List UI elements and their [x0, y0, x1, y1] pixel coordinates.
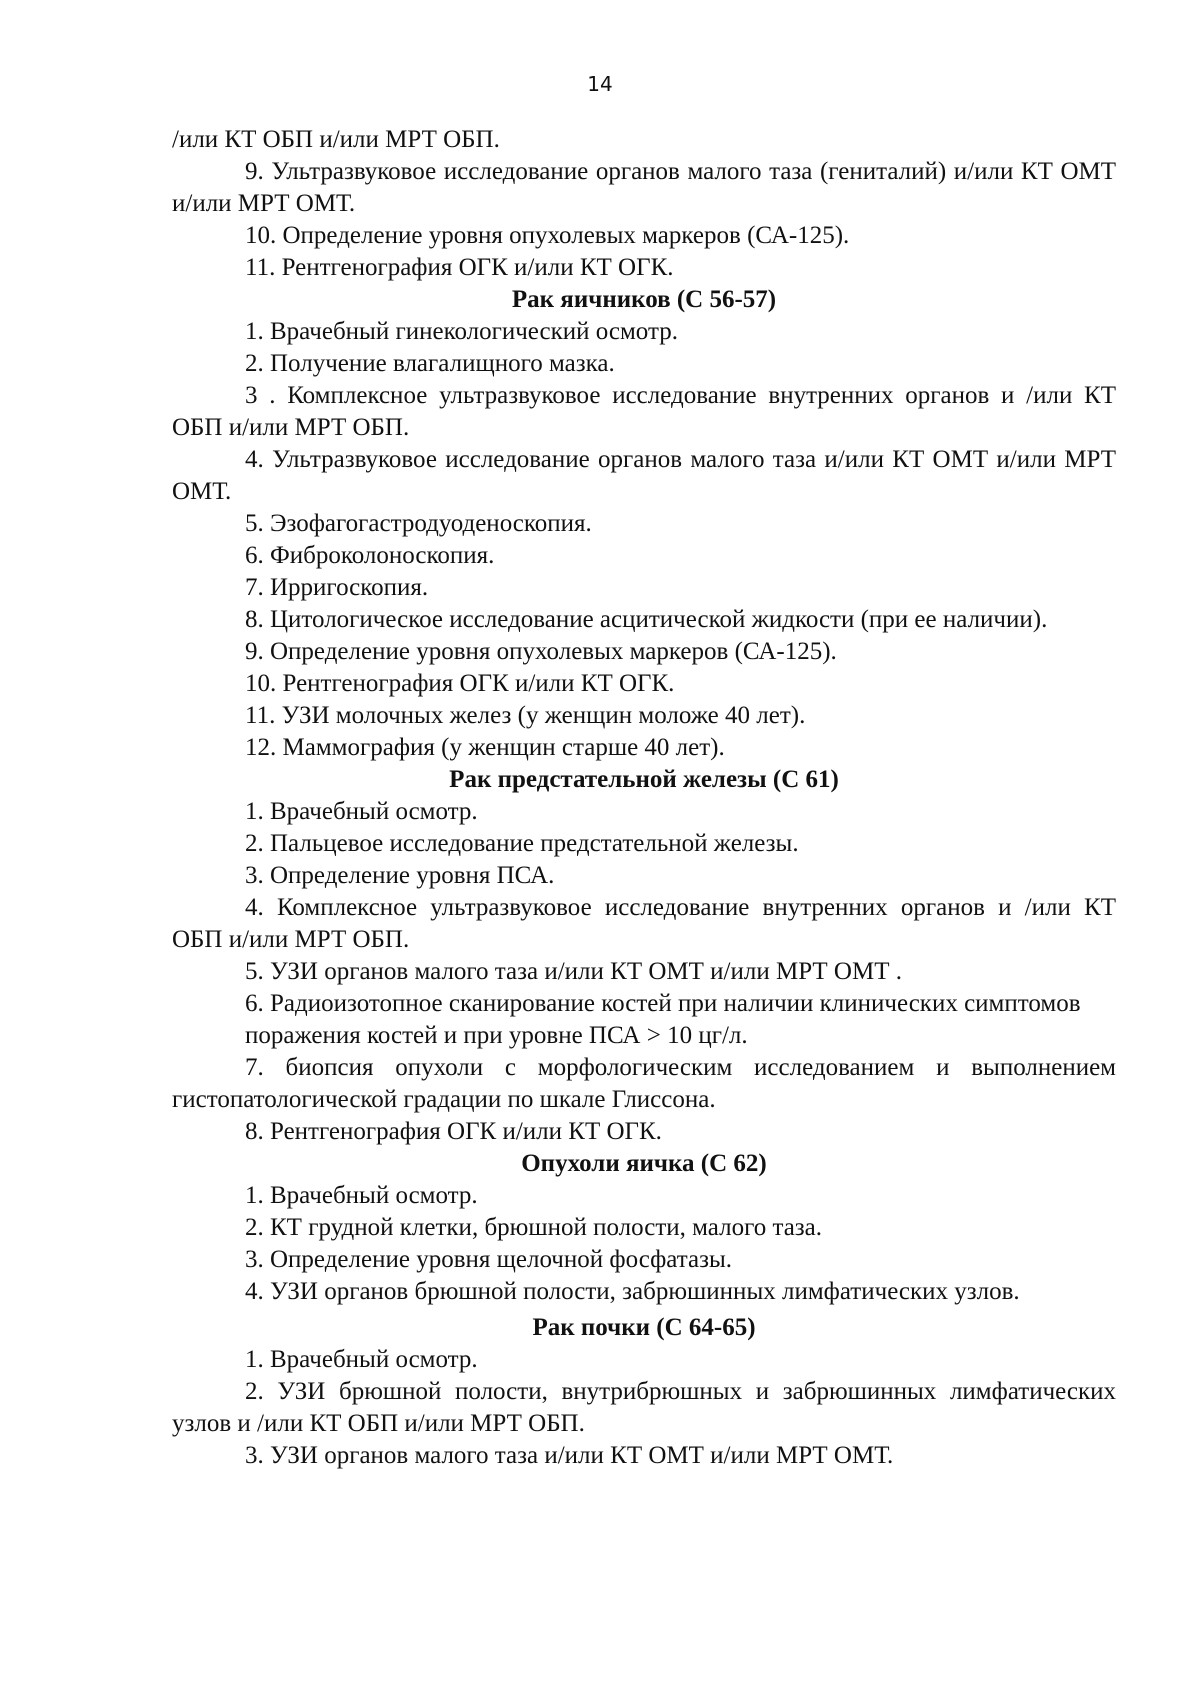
list-item: 1. Врачебный осмотр. [245, 1346, 478, 1373]
list-item: 6. Фиброколоноскопия. [245, 542, 495, 569]
list-item: 10. Рентгенография ОГК и/или КТ ОГК. [245, 670, 675, 697]
section-heading-kidney-cancer: Рак почки (С 64-65) [532, 1314, 756, 1341]
list-item: 4. Ультразвуковое исследование органов малого таза и/или КТ ОМТ и/или МРТ ОМТ. [172, 446, 1116, 505]
list-item: 9. Определение уровня опухолевых маркеров (СА-125). [245, 638, 837, 665]
list-item: 2. КТ грудной клетки, брюшной полости, малого таза. [245, 1214, 823, 1241]
list-item: 4. УЗИ органов брюшной полости, забрюшинных лимфатических узлов. [245, 1278, 1020, 1305]
list-item: 1. Врачебный осмотр. [245, 1182, 478, 1209]
section-heading-prostate-cancer: Рак предстательной железы (С 61) [449, 766, 839, 793]
list-item: 2. Получение влагалищного мазка. [245, 350, 615, 377]
list-item: 10. Определение уровня опухолевых маркеров (СА-125). [245, 222, 850, 249]
list-item: 5. УЗИ органов малого таза и/или КТ ОМТ и/или МРТ ОМТ . [245, 958, 902, 985]
list-item: 7. Ирригоскопия. [245, 574, 429, 601]
document-body [172, 124, 1116, 1472]
section-heading-ovarian-cancer: Рак яичников (С 56-57) [511, 286, 777, 313]
paragraph-continuation: /или КТ ОБП и/или МРТ ОБП. [172, 126, 500, 153]
list-item: 1. Врачебный гинекологический осмотр. [245, 318, 678, 345]
list-item: 2. Пальцевое исследование предстательной железы. [245, 830, 799, 857]
list-item: 9. Ультразвуковое исследование органов малого таза (гениталий) и/или КТ ОМТ и/или МРТ ОМТ. [172, 158, 1116, 217]
list-item: 5. Эзофагогастродуоденоскопия. [245, 510, 592, 537]
list-item: 8. Рентгенография ОГК и/или КТ ОГК. [245, 1118, 662, 1145]
list-item: 7. биопсия опухоли с морфологическим исследованием и выполнением гистопатологической градации по шкале Глиссона. [172, 1054, 1116, 1113]
page-number: 14 [587, 72, 613, 96]
list-item: 3. Определение уровня ПСА. [245, 862, 555, 889]
list-item: 12. Маммография (у женщин старше 40 лет). [245, 734, 725, 761]
list-item: 2. УЗИ брюшной полости, внутрибрюшных и забрюшинных лимфатических узлов и /или КТ ОБП и/или МРТ ОБП. [172, 1378, 1116, 1437]
section-heading-testicular-tumors: Опухоли яичка (С 62) [521, 1150, 767, 1177]
list-item: 6. Радиоизотопное сканирование костей при наличии клинических симптомов поражения костей и при уровне ПСА > 10 цг/л. [245, 990, 1081, 1049]
list-item: 8. Цитологическое исследование асцитической жидкости (при ее наличии). [245, 606, 1048, 633]
list-item: 3. Определение уровня щелочной фосфатазы. [245, 1246, 732, 1273]
list-item: 11. УЗИ молочных желез (у женщин моложе 40 лет). [245, 702, 806, 729]
list-item: 3 . Комплексное ультразвуковое исследование внутренних органов и /или КТ ОБП и/или МРТ ОБП. [172, 382, 1116, 441]
list-item: 4. Комплексное ультразвуковое исследование внутренних органов и /или КТ ОБП и/или МРТ ОБП. [172, 894, 1116, 953]
list-item: 11. Рентгенография ОГК и/или КТ ОГК. [245, 254, 674, 281]
list-item: 3. УЗИ органов малого таза и/или КТ ОМТ и/или МРТ ОМТ. [245, 1442, 894, 1469]
list-item: 1. Врачебный осмотр. [245, 798, 478, 825]
